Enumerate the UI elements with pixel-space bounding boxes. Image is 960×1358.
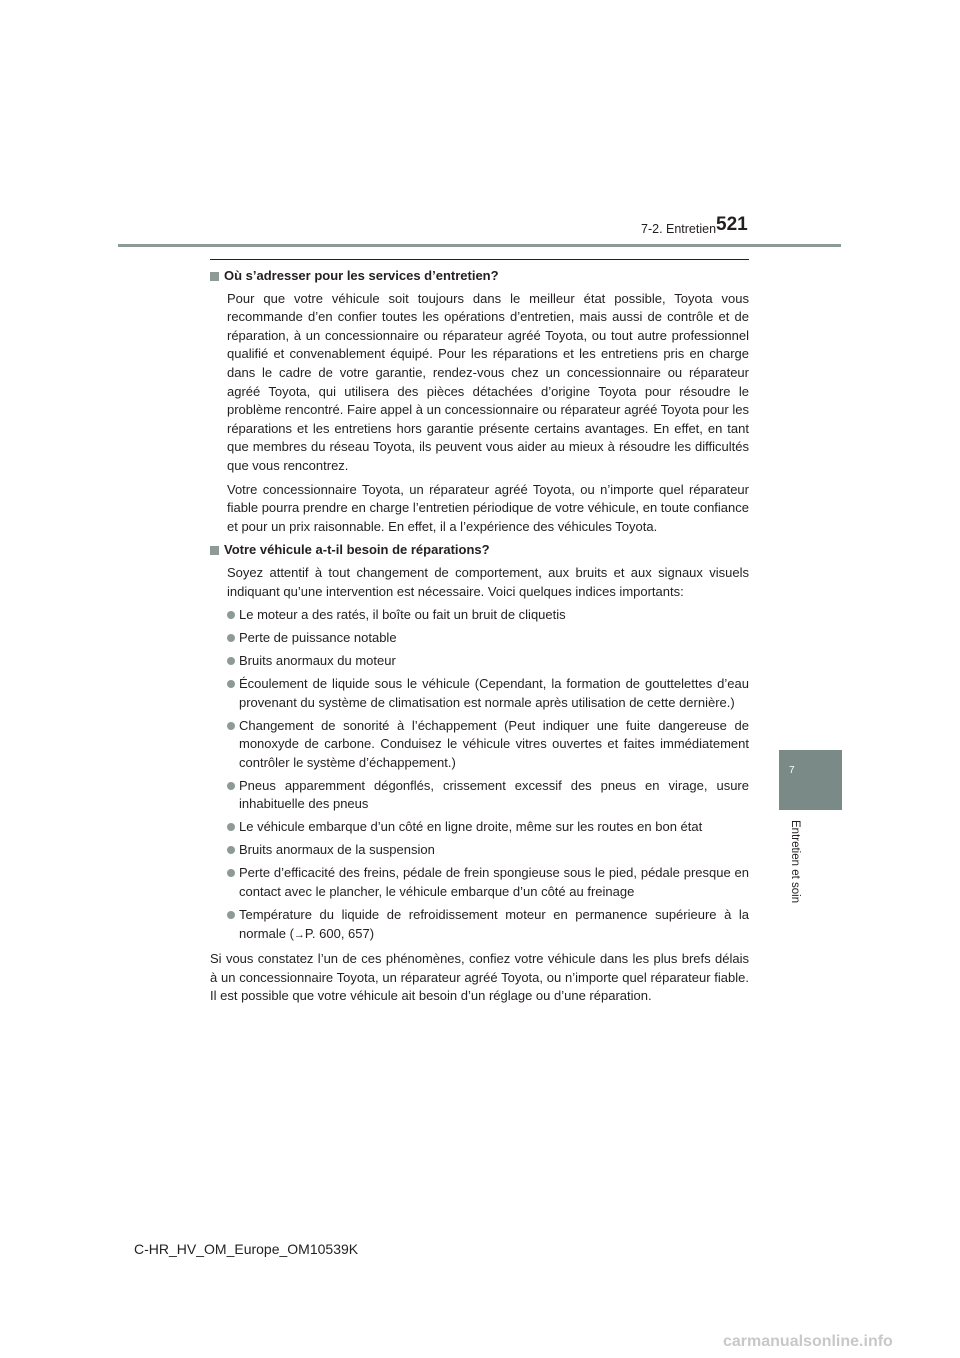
list-item — [227, 606, 749, 625]
list-item-text: Perte d’efficacité des freins, pédale de frein spongieuse sous le pied, pédale presque en contact avec le plancher, le véhicule embarque d’un côté au freinage — [239, 865, 749, 899]
content-top-rule — [210, 259, 749, 260]
circle-bullet-icon — [227, 680, 235, 688]
symptom-list — [227, 606, 749, 944]
list-item — [227, 818, 749, 837]
section-heading-text: Votre véhicule a-t-il besoin de réparations? — [224, 542, 490, 558]
document-code: C-HR_HV_OM_Europe_OM10539K — [134, 1241, 359, 1257]
header-rule — [118, 244, 841, 247]
paragraph: Soyez attentif à tout changement de comportement, aux bruits et aux signaux visuels indiquant qu’une intervention est nécessaire. Voici quelques indices importants: — [227, 564, 749, 599]
page-content — [210, 267, 749, 1011]
list-item-text: Pneus apparemment dégonflés, crissement excessif des pneus en virage, usure inhabituelle des pneus — [239, 777, 749, 812]
circle-bullet-icon — [227, 657, 235, 665]
section-heading — [210, 541, 749, 560]
list-item-text: Bruits anormaux de la suspension — [239, 842, 435, 858]
page-number: 521 — [716, 214, 748, 235]
header-section-title: 7-2. Entretien — [641, 222, 717, 236]
square-bullet-icon — [210, 272, 219, 281]
chapter-tab — [779, 750, 842, 810]
section-heading-text: Où s’adresser pour les services d’entretien? — [224, 268, 499, 283]
square-bullet-icon — [210, 546, 219, 555]
list-item-text: Changement de sonorité à l’échappement (Peut indiquer une fuite dangereuse de monoxyde de carbone. Conduisez le véhicule vitres ouvertes et faites immédiatement contrôler le système d’échappement.) — [239, 717, 749, 770]
watermark: carmanualsonline.info — [723, 1333, 893, 1350]
list-item — [227, 864, 749, 901]
list-item-text — [239, 906, 749, 944]
list-item — [227, 652, 749, 671]
circle-bullet-icon — [227, 611, 235, 619]
list-item — [227, 717, 749, 773]
circle-bullet-icon — [227, 722, 235, 730]
paragraph: Pour que votre véhicule soit toujours dans le meilleur état possible, Toyota vous recommande d’en confier toutes les opérations d’entretien, mais aussi de contrôle et de réparation, à un concessionnaire ou réparateur agréé Toyota, ou tout autre professionnel qualifié et convenablement équipé. Pour les réparations et les entretiens pris en charge dans le cadre de votre garantie, rendez-vous chez un concessionnaire ou réparateur agréé Toyota, qui utilisera des pièces détachées d’origine Toyota pour résoudre le problème rencontré. Faire appel à un concessionnaire ou réparateur agréé Toyota pour les réparations et les entretiens hors garantie présente certains avantages. En effet, en tant que membres du réseau Toyota, ils peuvent vous aider au mieux à résoudre les difficultés que vous rencontrez. — [227, 290, 749, 473]
list-item — [227, 629, 749, 648]
paragraph: Si vous constatez l’un de ces phénomènes, confiez votre véhicule dans les plus brefs délais à un concessionnaire Toyota, un réparateur agréé Toyota, ou n’importe quel réparateur fiable. Il est possible que votre véhicule ait besoin d’un réglage ou d’une réparation. — [210, 951, 749, 1004]
section-heading — [210, 267, 749, 286]
circle-bullet-icon — [227, 846, 235, 854]
circle-bullet-icon — [227, 634, 235, 642]
list-item-text: Écoulement de liquide sous le véhicule (Cependant, la formation de gouttelettes d’eau provenant du système de climatisation est normale après utilisation de cette dernière.) — [239, 676, 749, 710]
paragraph: Votre concessionnaire Toyota, un réparateur agréé Toyota, ou n’importe quel réparateur fiable pourra prendre en charge l’entretien périodique de votre véhicule, en toute confiance et pour un prix raisonnable. En effet, il a l’expérience des véhicules Toyota. — [227, 481, 749, 534]
chapter-number: 7 — [789, 765, 795, 776]
list-item-text: Le véhicule embarque d’un côté en ligne droite, même sur les routes en bon état — [239, 819, 703, 835]
circle-bullet-icon — [227, 911, 235, 919]
list-item-text-before: Température du liquide de refroidissement moteur en permanence supérieure à la normale ( — [239, 906, 749, 941]
circle-bullet-icon — [227, 823, 235, 831]
page-reference-link[interactable]: P. 600, 657) — [304, 925, 375, 941]
list-item — [227, 906, 749, 944]
circle-bullet-icon — [227, 782, 235, 790]
list-item-text: Perte de puissance notable — [239, 630, 397, 646]
list-item — [227, 841, 749, 860]
chapter-title: Entretien et soin — [789, 820, 801, 904]
arrow-right-icon: → — [293, 928, 305, 941]
list-item — [227, 777, 749, 814]
circle-bullet-icon — [227, 869, 235, 877]
list-item-text: Le moteur a des ratés, il boîte ou fait un bruit de cliquetis — [239, 607, 566, 623]
list-item-text: Bruits anormaux du moteur — [239, 653, 396, 669]
list-item — [227, 675, 749, 712]
